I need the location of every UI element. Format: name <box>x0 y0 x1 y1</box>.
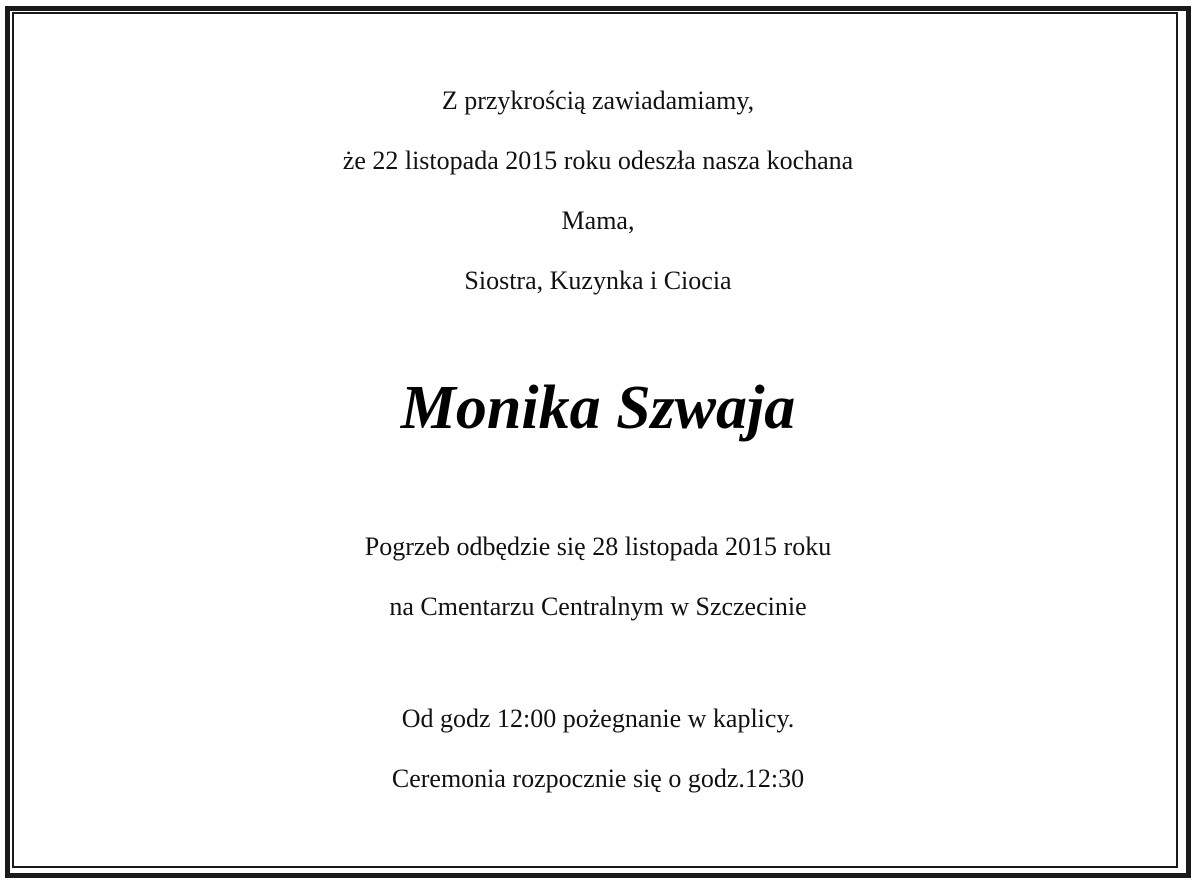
relation-line-1: Mama, <box>561 206 635 235</box>
funeral-line-2: na Cmentarzu Centralnym w Szczecinie <box>389 592 807 621</box>
deceased-name: Monika Szwaja <box>400 374 796 442</box>
intro-line-1: Z przykrością zawiadamiamy, <box>441 86 755 115</box>
farewell-line: Od godz 12:00 pożegnanie w kaplicy. <box>401 704 795 733</box>
funeral-line-1: Pogrzeb odbędzie się 28 listopada 2015 roku <box>364 532 832 561</box>
relation-line-2: Siostra, Kuzynka i Ciocia <box>464 266 732 295</box>
intro-line-2: że 22 listopada 2015 roku odeszła nasza kochana <box>342 146 854 175</box>
ceremony-line: Ceremonia rozpocznie się o godz.12:30 <box>391 764 805 793</box>
